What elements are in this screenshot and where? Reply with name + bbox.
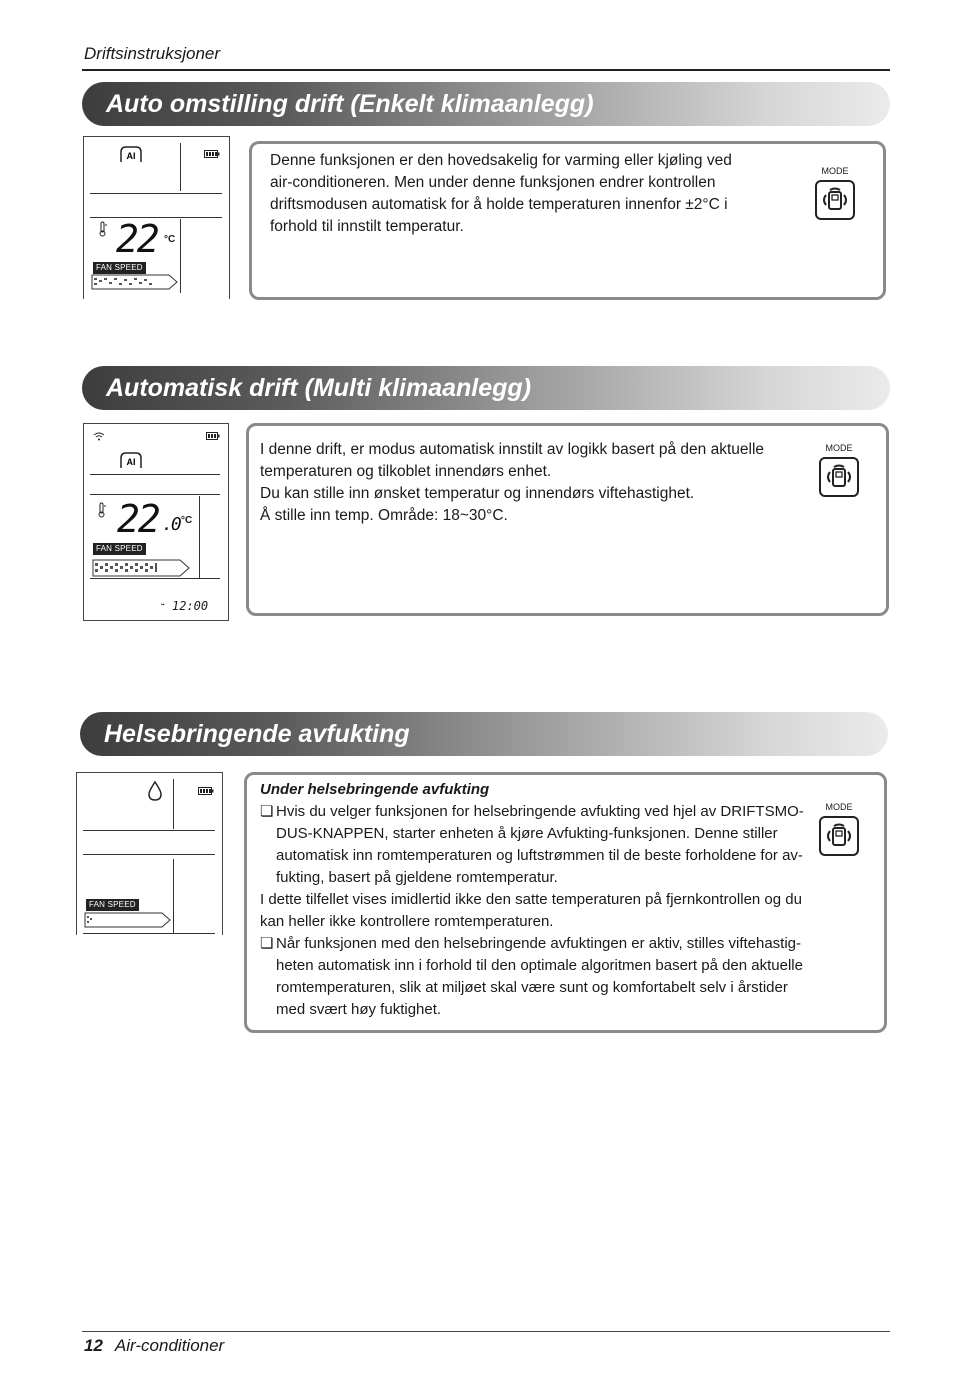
- mode-label: MODE: [825, 443, 853, 453]
- mode-button[interactable]: [819, 816, 859, 856]
- mode-button[interactable]: [815, 180, 855, 220]
- footer-title: Air-conditioner: [114, 1336, 225, 1355]
- paragraph-line: fukting, basert på gjeldene romtemperatur.: [276, 869, 558, 886]
- thermometer-icon: [97, 502, 107, 518]
- info-text: [260, 779, 818, 1021]
- lcd-divider: [83, 854, 215, 855]
- header-rule: [82, 69, 890, 71]
- battery-icon: [198, 787, 214, 795]
- lcd-divider: [83, 830, 215, 831]
- paragraph-line: automatisk inn romtemperaturen og luftstrømmen til de beste forholdene for av-: [276, 847, 803, 864]
- checkbox-bullet-icon: ❏: [260, 935, 274, 952]
- mode-button-figure: [815, 443, 863, 497]
- paragraph-line: driftsmodusen automatisk for å holde temperaturen innenfor ±2°C i: [270, 196, 728, 213]
- remote-lcd-display: [83, 423, 229, 621]
- section-title: Helsebringende avfukting: [104, 720, 410, 748]
- ai-label: AI: [126, 151, 136, 161]
- mode-label: MODE: [825, 802, 853, 812]
- paragraph-line: I denne drift, er modus automatisk innstilt av logikk basert på den aktuelle: [260, 441, 765, 458]
- section-title: Auto omstilling drift (Enkelt klimaanlegg): [106, 90, 594, 118]
- section-title-banner: [80, 712, 888, 756]
- lcd-divider: [90, 193, 222, 194]
- mode-button[interactable]: [819, 457, 859, 497]
- battery-icon: [206, 432, 220, 440]
- lcd-divider: [173, 859, 174, 933]
- set-temperature-decimal: .0: [162, 514, 180, 535]
- lcd-divider: [180, 219, 181, 293]
- info-text: [260, 439, 820, 527]
- remote-lcd-display: [83, 136, 230, 299]
- lcd-divider: [90, 494, 220, 495]
- paragraph-line: med svært høy fuktighet.: [276, 1001, 442, 1018]
- running-header: Driftsinstruksjoner: [84, 44, 221, 63]
- paragraph-line: Du kan stille inn ønsket temperatur og innendørs viftehastighet.: [260, 485, 695, 502]
- mode-cycle-icon: [820, 185, 850, 215]
- ai-label: AI: [126, 457, 136, 467]
- lcd-divider: [83, 933, 215, 934]
- fan-speed-label: FAN SPEED: [86, 899, 139, 911]
- page-number: 12: [84, 1336, 103, 1355]
- paragraph-line: Å stille inn temp. Område: 18~30°C.: [260, 507, 508, 524]
- bullet-item: [260, 801, 818, 889]
- temperature-unit: °C: [164, 234, 176, 245]
- mode-cycle-icon: [824, 821, 854, 851]
- mode-button-figure: [811, 166, 859, 220]
- lcd-divider: [173, 779, 174, 829]
- bullet-item: [260, 933, 818, 1021]
- paragraph-line: air-conditioneren. Men under denne funksjonen endrer kontrollen: [270, 174, 716, 191]
- paragraph-line: DUS-KNAPPEN, starter enheten å kjøre Avfukting-funksjonen. Denne stiller: [276, 825, 778, 842]
- fan-speed-label: FAN SPEED: [93, 262, 146, 274]
- lcd-divider: [199, 496, 200, 578]
- ai-mode-icon: [118, 450, 144, 472]
- paragraph-line: temperaturen og tilkoblet innendørs enhet.: [260, 463, 552, 480]
- wifi-icon: [93, 432, 105, 441]
- paragraph-line: Hvis du velger funksjonen for helsebringende avfukting ved hjel av DRIFTSMO-: [276, 803, 804, 820]
- remote-lcd-display: [76, 772, 223, 935]
- thermometer-icon: [98, 221, 108, 237]
- checkbox-bullet-icon: ❏: [260, 803, 274, 820]
- info-text: [270, 150, 800, 238]
- mode-label: MODE: [821, 166, 849, 176]
- mode-button-figure: [815, 802, 863, 856]
- water-drop-icon: [147, 780, 163, 802]
- paragraph-line: Denne funksjonen er den hovedsakelig for varming eller kjøling ved: [270, 152, 732, 169]
- subheading: Under helsebringende avfukting: [260, 781, 490, 798]
- set-temperature: 22: [116, 217, 158, 261]
- paragraph-line: romtemperaturen, slik at miljøet skal være sunt og komfortabelt selv i årstider: [276, 979, 788, 996]
- ai-mode-icon: [118, 144, 144, 166]
- section-title: Automatisk drift (Multi klimaanlegg): [106, 374, 532, 402]
- fan-speed-indicator: [91, 274, 179, 290]
- paragraph-line: Når funksjonen med den helsebringende avfuktingen er aktiv, stilles viftehastig-: [276, 935, 802, 952]
- temperature-unit: °C: [181, 515, 193, 526]
- page-footer: [84, 1336, 224, 1356]
- fan-speed-indicator: [84, 912, 172, 928]
- paragraph-line: I dette tilfellet vises imidlertid ikke den satte temperaturen på fjernkontrollen og du: [260, 891, 802, 908]
- mode-cycle-icon: [824, 462, 854, 492]
- section-title-banner: [82, 82, 890, 126]
- clock-time: 12:00: [172, 599, 209, 613]
- lcd-divider: [90, 578, 220, 579]
- footer-rule: [82, 1331, 890, 1332]
- set-temperature: 22: [117, 497, 159, 541]
- paragraph-line: heten automatisk inn i forhold til den optimale algoritmen basert på den aktuelle: [276, 957, 803, 974]
- paragraph-line: forhold til innstilt temperatur.: [270, 218, 464, 235]
- battery-icon: [204, 150, 220, 158]
- clock-am-label: ▪▪: [161, 602, 165, 608]
- lcd-divider: [90, 474, 220, 475]
- section-title-banner: [82, 366, 890, 410]
- lcd-divider: [180, 143, 181, 191]
- fan-speed-indicator: [92, 559, 192, 577]
- paragraph-line: kan heller ikke kontrollere romtemperaturen.: [260, 913, 554, 930]
- fan-speed-label: FAN SPEED: [93, 543, 146, 555]
